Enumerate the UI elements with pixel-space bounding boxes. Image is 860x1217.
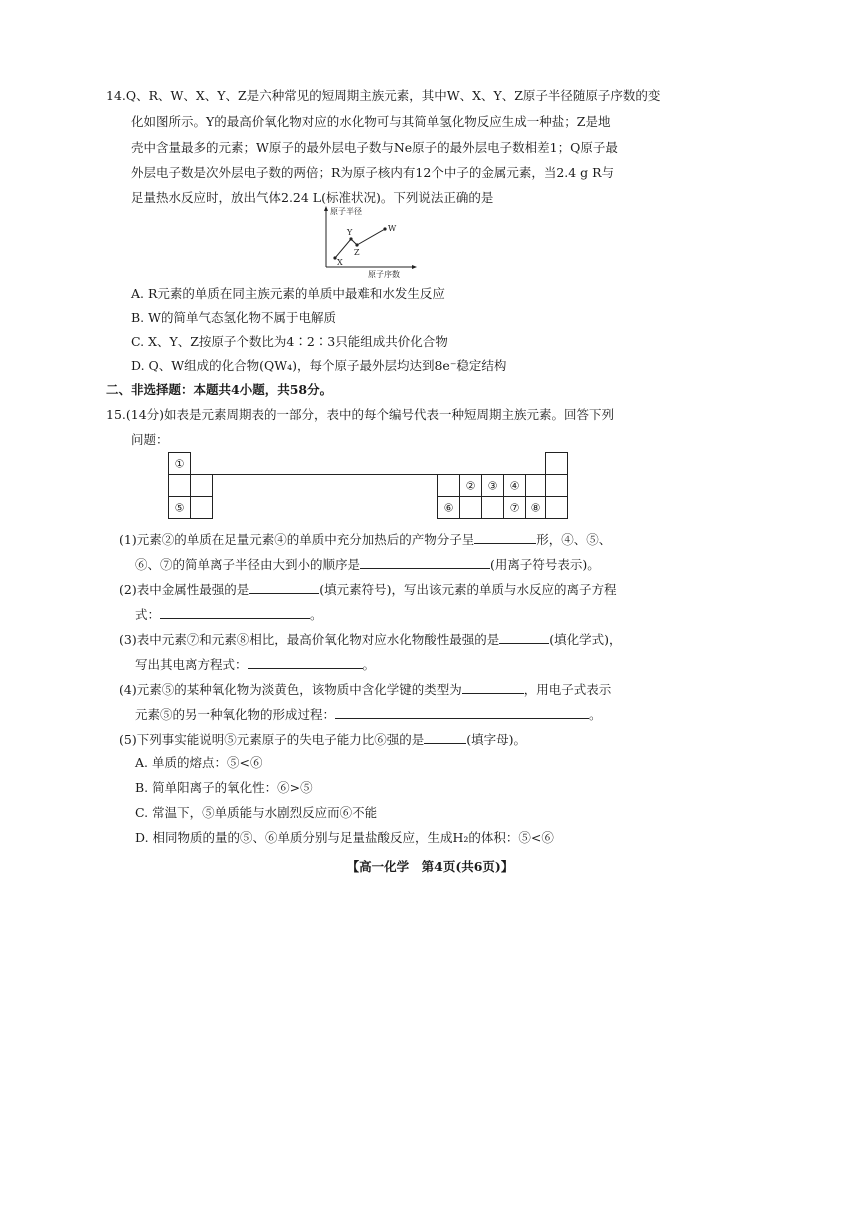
label-cell-1: ① (174, 457, 185, 471)
cell-period3-group0 (546, 497, 568, 519)
q15-part3-blank-1[interactable] (499, 631, 549, 644)
atomic-radius-graph (318, 203, 418, 279)
page-footer: 【高一化学 第4页(共6页)】 (346, 859, 514, 874)
q14-line-3: 壳中含量最多的元素；W原子的最外层电子数与Ne原子的最外层电子数相差1；Q原子最 (131, 140, 618, 155)
section-heading: 二、非选择题：本题共4小题，共58分。 (106, 382, 333, 397)
q15-part2-text-b: (填元素符号)，写出该元素的单质与水反应的离子方程 (319, 582, 617, 597)
q15-part1-blank-1[interactable] (474, 531, 536, 544)
q14-line-5: 足量热水反应时，放出气体2.24 L(标准状况)。下列说法正确的是 (131, 190, 494, 205)
q15-part4-blank-1[interactable] (462, 681, 524, 694)
q15-part3-blank-2[interactable] (248, 656, 363, 669)
periodic-table-fragment (168, 452, 568, 520)
q15-part2-line2 (135, 606, 323, 623)
q15-intro-1: 15.(14分)如表是元素周期表的一部分，表中的每个编号代表一种短周期主族元素。回答下列 (106, 407, 615, 422)
q14-option-a: A. R元素的单质在同主族元素的单质中最难和水发生反应 (131, 286, 445, 301)
q15-part2-text-d: 。 (310, 607, 323, 622)
q14-line-4: 外层电子数是次外层电子数的两倍；R为原子核内有12个中子的金属元素，当2.4 g R与 (131, 165, 615, 180)
point-y (349, 237, 352, 240)
q15-part3-text-c: 写出其电离方程式： (135, 657, 248, 672)
q14-line-2: 化如图所示。Y的最高价氧化物对应的水化物可与其简单氢化物反应生成一种盐；Z是地 (131, 114, 611, 129)
q15-part4-line2 (135, 706, 602, 723)
q14-option-c: C. X、Y、Z按原子个数比为4∶2∶3只能组成共价化合物 (131, 334, 448, 349)
q14-option-b: B. W的简单气态氢化物不属于电解质 (131, 310, 336, 325)
q15-part3-text-a: (3)表中元素⑦和元素⑧相比，最高价氧化物对应水化物酸性最强的是 (119, 632, 500, 647)
label-y: Y (347, 228, 353, 237)
cell-period2-group17 (526, 475, 546, 497)
q15-part1-line2 (135, 556, 600, 573)
q15-part5-text-b: (填字母)。 (466, 732, 526, 747)
cell-period3-group15 (482, 497, 504, 519)
label-w: W (388, 224, 397, 233)
q15-option-c: C. 常温下，⑤单质能与水剧烈反应而⑥不能 (135, 805, 378, 820)
q15-part5-text-a: (5)下列事实能说明⑤元素原子的失电子能力比⑥强的是 (119, 732, 425, 747)
point-w (383, 227, 386, 230)
y-axis-label: 原子半径 (330, 207, 362, 216)
x-axis-label: 原子序数 (368, 270, 400, 279)
q15-part1-blank-2[interactable] (360, 556, 490, 569)
y-axis-arrow (324, 206, 328, 211)
cell-period2-group2 (191, 475, 213, 497)
q15-part2-text-c: 式： (135, 607, 161, 622)
q15-part2-blank-2[interactable] (160, 606, 310, 619)
label-cell-7: ⑦ (509, 501, 520, 515)
q15-option-a: A. 单质的熔点：⑤<⑥ (135, 755, 263, 770)
x-axis-arrow (412, 265, 417, 269)
q15-part1-line1 (119, 531, 611, 548)
label-cell-5: ⑤ (174, 501, 185, 515)
q15-part4-text-d: 。 (589, 707, 602, 722)
label-cell-8: ⑧ (530, 501, 541, 515)
q15-part1-text-c: ⑥、⑦的简单离子半径由大到小的顺序是 (135, 557, 361, 572)
q15-part4-blank-2[interactable] (335, 706, 589, 719)
q15-part4-text-c: 元素⑤的另一种氧化物的形成过程： (135, 707, 336, 722)
label-cell-6: ⑥ (443, 501, 454, 515)
q15-part4-text-b: ，用电子式表示 (523, 682, 612, 697)
q15-part1-text-d: (用离子符号表示)。 (490, 557, 600, 572)
point-z (355, 243, 358, 246)
q15-part2-blank-1[interactable] (249, 581, 319, 594)
q14-line-1: 14.Q、R、W、X、Y、Z是六种常见的短周期主族元素，其中W、X、Y、Z原子半径随原子序数的变 (106, 88, 661, 103)
q15-option-d: D. 相同物质的量的⑤、⑥单质分别与足量盐酸反应，生成H₂的体积：⑤<⑥ (135, 830, 554, 845)
q15-part4-line1 (119, 681, 611, 698)
q15-intro-2: 问题： (131, 432, 169, 447)
cell-period3-group2 (191, 497, 213, 519)
label-cell-4: ④ (509, 479, 520, 493)
q14-option-d: D. Q、W组成的化合物(QW₄)，每个原子最外层均达到8e⁻稳定结构 (131, 358, 507, 373)
q15-part5-blank[interactable] (424, 731, 466, 744)
label-x: X (337, 258, 343, 267)
q15-option-b: B. 简单阳离子的氧化性：⑥>⑤ (135, 780, 313, 795)
label-cell-3: ③ (487, 479, 498, 493)
label-z: Z (354, 248, 360, 257)
q15-part4-text-a: (4)元素⑤的某种氧化物为淡黄色，该物质中含化学键的类型为 (119, 682, 462, 697)
q15-part1-text-b: 形，④、⑤、 (536, 532, 612, 547)
cell-period2-group1 (169, 475, 191, 497)
radius-curve (335, 229, 385, 258)
label-cell-2: ② (465, 479, 476, 493)
cell-period2-group0 (546, 475, 568, 497)
q15-part5-line1 (119, 731, 526, 748)
cell-period2-group13 (438, 475, 460, 497)
q15-part2-line1 (119, 581, 616, 598)
cell-period1-group0 (546, 453, 568, 475)
q15-part2-text-a: (2)表中金属性最强的是 (119, 582, 250, 597)
q15-part3-line1 (119, 631, 621, 648)
q15-part3-text-d: 。 (362, 657, 376, 672)
q15-part3-line2 (135, 656, 375, 673)
cell-period3-group14 (460, 497, 482, 519)
q15-part1-text-a: (1)元素②的单质在足量元素④的单质中充分加热后的产物分子呈 (119, 532, 475, 547)
q15-part3-text-b: (填化学式)， (549, 632, 622, 647)
